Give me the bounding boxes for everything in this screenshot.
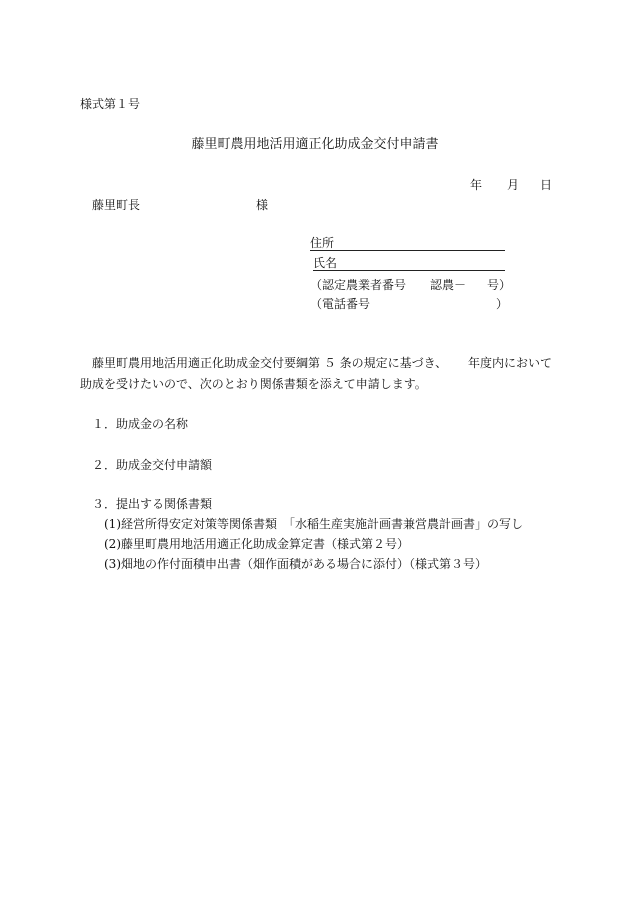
document-item: (2)藤里町農用地活用適正化助成金算定書（様式第２号） [104, 537, 410, 551]
name-field[interactable] [313, 257, 505, 271]
body-line1-b: 年度内において [468, 356, 553, 370]
item-number: ３． [92, 497, 117, 511]
body-line1-a: 藤里町農用地活用適正化助成金交付要綱第 ５ 条の規定に基づき、 [92, 356, 448, 370]
date-month: 月 [507, 178, 520, 192]
list-item [92, 418, 188, 430]
date-year: 年 [470, 178, 483, 192]
item-label: 提出する関係書類 [116, 497, 213, 511]
address-field[interactable] [310, 237, 505, 251]
addressee-name: 藤里町長 [92, 198, 141, 212]
cert-label: （認定農業者番号 [310, 278, 407, 292]
document-item: (3)畑地の作付面積申出書（畑作面積がある場合に添付）（様式第３号） [104, 557, 488, 571]
item-label: 助成金の名称 [116, 417, 189, 431]
phone-close: ） [496, 297, 509, 311]
addressee-honorific: 様 [256, 198, 269, 212]
item-number: ２． [92, 458, 117, 472]
phone-label: （電話番号 [310, 297, 371, 311]
address-label: 住所 [310, 236, 335, 250]
list-item [92, 459, 212, 471]
body-line2: 助成を受けたいので、次のとおり関係書類を添えて申請します。 [80, 377, 427, 391]
page-title: 藤里町農用地活用適正化助成金交付申請書 [191, 137, 439, 152]
cert-suffix: 号） [487, 278, 512, 292]
item-label: 助成金交付申請額 [116, 458, 213, 472]
document-item: (1)経営所得安定対策等関係書類 「水稲生産実施計画書兼営農計画書」の写し [104, 517, 524, 531]
date-day: 日 [540, 178, 553, 192]
form-number: 様式第１号 [80, 97, 141, 111]
item-number: １． [92, 417, 117, 431]
list-item [92, 498, 212, 510]
cert-prefix: 認農－ [430, 278, 467, 292]
name-label: 氏名 [313, 256, 338, 270]
